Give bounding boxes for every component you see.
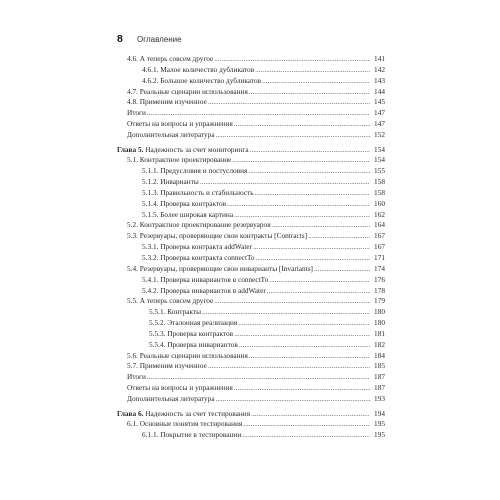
- dot-leader: [234, 383, 370, 394]
- toc-entry-title: [142, 253, 255, 264]
- toc-entry-text: 5.1.4. Проверка контрактов: [142, 198, 227, 208]
- toc-entry-title: [149, 307, 201, 318]
- toc-page-number: 158: [374, 187, 385, 197]
- dot-leader: [249, 87, 370, 98]
- toc-entry-row[interactable]: [117, 430, 385, 441]
- toc-entry-row[interactable]: [117, 155, 385, 166]
- toc-page-number: 176: [374, 274, 385, 284]
- dot-leader: [214, 296, 370, 307]
- toc-entry-text: 5.4.2. Проверка инвариантов в addWater: [142, 285, 266, 295]
- toc-entry-text: 5.3. Резервуары, проверяющие свои контракты [Contracts]: [127, 231, 307, 241]
- toc-entry-title: [127, 130, 215, 141]
- toc-entry-text: Надежность за счет мониторинга: [143, 144, 249, 154]
- toc-entry-title: [127, 87, 248, 98]
- toc-page-number: 155: [374, 166, 385, 176]
- toc-entry-title: [127, 108, 146, 119]
- toc-chapter-row[interactable]: [117, 145, 385, 156]
- toc-entry-row[interactable]: [117, 340, 385, 351]
- toc-page-number: 179: [374, 296, 385, 306]
- dot-leader: [250, 145, 370, 156]
- toc-entry-title: [127, 351, 248, 362]
- toc-entry-title: [142, 430, 241, 441]
- toc-page-number: 164: [374, 220, 385, 230]
- toc-page-number: 194: [374, 408, 385, 418]
- toc-entry-row[interactable]: [117, 372, 385, 383]
- toc-entry-title: [127, 220, 271, 231]
- dot-leader: [227, 199, 370, 210]
- toc-entry-row[interactable]: [117, 97, 385, 108]
- toc-page-number: 141: [374, 54, 385, 63]
- dot-leader: [242, 430, 370, 441]
- toc-entry-row[interactable]: [117, 87, 385, 98]
- dot-leader: [234, 119, 370, 130]
- toc-entry-text: 5.1.3. Правильность и стабильность: [142, 187, 254, 197]
- toc-entry-text: 5.5.2. Эталонная реализация: [149, 318, 238, 328]
- dot-leader: [208, 97, 370, 108]
- toc-page-number: 144: [374, 86, 385, 96]
- toc-entry-row[interactable]: [117, 253, 385, 264]
- running-title: Оглавление: [137, 35, 182, 44]
- chapter-number: Глава 5.: [117, 144, 144, 154]
- dot-leader: [249, 351, 370, 362]
- toc-entry-title: [142, 286, 266, 297]
- toc-entry-title: [117, 145, 249, 156]
- toc-entry-text: 4.6. А теперь совсем другое: [127, 54, 214, 63]
- toc-page-number: 174: [374, 263, 385, 273]
- toc-entry-title: [127, 119, 233, 130]
- toc-entry-text: 5.2. Контрактное проектирование резервуаров: [127, 220, 271, 230]
- toc-entry-title: [127, 264, 313, 275]
- toc-page-number: 154: [374, 144, 385, 154]
- dot-leader: [234, 210, 370, 221]
- toc-entry-row[interactable]: [117, 188, 385, 199]
- toc-entry-title: [149, 340, 238, 351]
- toc-entry-title: [127, 54, 213, 65]
- toc-entry-title: [149, 329, 233, 340]
- page-header: [117, 33, 182, 45]
- toc-entry-text: 5.7. Применим изученное: [127, 361, 207, 371]
- toc-entry-row[interactable]: [117, 275, 385, 286]
- toc-entry-text: Итоги: [127, 108, 146, 118]
- toc-entry-title: [127, 97, 207, 108]
- dot-leader: [248, 166, 370, 177]
- dot-leader: [255, 65, 370, 76]
- toc-page-number: 195: [374, 419, 385, 429]
- dot-leader: [314, 264, 370, 275]
- toc-entry-row[interactable]: [117, 242, 385, 253]
- toc-entry-title: [142, 242, 252, 253]
- toc-page-number: 195: [374, 430, 385, 440]
- dot-leader: [308, 231, 370, 242]
- toc-entry-title: [142, 65, 254, 76]
- toc-entry-text: 4.8. Применим изученное: [127, 97, 207, 107]
- toc-entry-title: [142, 177, 199, 188]
- dot-leader: [216, 394, 370, 405]
- toc-page-number: 158: [374, 177, 385, 187]
- toc-entry-title: [127, 361, 207, 372]
- toc-entry-text: 6.1. Основные понятия тестирования: [127, 419, 243, 429]
- toc-entry-title: [117, 409, 250, 420]
- toc-entry-row[interactable]: [117, 307, 385, 318]
- toc-page-number: 184: [374, 350, 385, 360]
- toc-chapter-row[interactable]: [117, 409, 385, 420]
- toc-page-number: 181: [374, 328, 385, 338]
- toc-entry-text: 6.1.1. Покрытие в тестировании: [142, 430, 242, 440]
- toc-page-number: 147: [374, 119, 385, 129]
- table-of-contents: [117, 54, 385, 441]
- toc-entry-text: 5.1.5. Более широкая картина: [142, 209, 234, 219]
- toc-entry-row[interactable]: [117, 119, 385, 130]
- dot-leader: [147, 372, 370, 383]
- toc-entry-row[interactable]: [117, 108, 385, 119]
- toc-entry-title: [127, 419, 242, 430]
- toc-page-number: 154: [374, 155, 385, 165]
- toc-entry-text: 5.6. Реальные сценарии использования: [127, 350, 248, 360]
- toc-entry-text: 5.5. А теперь совсем другое: [127, 296, 214, 306]
- toc-entry-row[interactable]: [117, 394, 385, 405]
- toc-page-number: 145: [374, 97, 385, 107]
- toc-entry-row[interactable]: [117, 65, 385, 76]
- toc-entry-row[interactable]: [117, 76, 385, 87]
- toc-entry-text: 5.4.1. Проверка инвариантов в connectTo: [142, 274, 269, 284]
- toc-entry-text: 4.6.2. Большое количество дубликатов: [142, 75, 262, 85]
- toc-entry-title: [142, 188, 254, 199]
- dot-leader: [272, 220, 370, 231]
- toc-entry-text: 5.5.1. Контракты: [149, 307, 202, 317]
- dot-leader: [208, 361, 370, 372]
- toc-entry-row[interactable]: [117, 383, 385, 394]
- toc-page-number: 193: [374, 393, 385, 403]
- dot-leader: [243, 419, 370, 430]
- toc-entry-title: [127, 383, 233, 394]
- dot-leader: [200, 177, 370, 188]
- toc-entry-text: 5.3.2. Проверка контракта connectTo: [142, 252, 255, 262]
- toc-entry-text: 5.4. Резервуары, проверяющие свои инварианты [Invariants]: [127, 263, 313, 273]
- toc-entry-text: 5.1.1. Предусловия и постусловия: [142, 166, 248, 176]
- toc-entry-text: 5.5.3. Проверка контрактов: [149, 328, 234, 338]
- dot-leader: [239, 340, 370, 351]
- toc-entry-row[interactable]: [117, 318, 385, 329]
- toc-entry-row[interactable]: [117, 54, 385, 65]
- toc-page-number: 162: [374, 209, 385, 219]
- dot-leader: [255, 188, 370, 199]
- toc-entry-row[interactable]: [117, 220, 385, 231]
- toc-page-number: 152: [374, 129, 385, 139]
- toc-entry-title: [142, 199, 226, 210]
- toc-entry-title: [127, 394, 215, 405]
- dot-leader: [147, 108, 370, 119]
- toc-entry-title: [149, 318, 237, 329]
- toc-entry-text: 4.7. Реальные сценарии использования: [127, 86, 248, 96]
- dot-leader: [256, 253, 370, 264]
- toc-entry-row[interactable]: [117, 419, 385, 430]
- toc-page-number: 185: [374, 361, 385, 371]
- toc-entry-row[interactable]: [117, 329, 385, 340]
- toc-page-number: 142: [374, 64, 385, 74]
- toc-page-number: 187: [374, 372, 385, 382]
- toc-entry-row[interactable]: [117, 264, 385, 275]
- toc-entry-text: 5.1. Контрактное проектирование: [127, 155, 232, 165]
- toc-entry-title: [127, 296, 213, 307]
- toc-page-number: 167: [374, 231, 385, 241]
- dot-leader: [234, 329, 370, 340]
- toc-page-number: 180: [374, 307, 385, 317]
- toc-entry-text: Дополнительная литература: [127, 129, 215, 139]
- dot-leader: [253, 242, 370, 253]
- toc-entry-row[interactable]: [117, 231, 385, 242]
- toc-entry-row[interactable]: [117, 286, 385, 297]
- toc-page-number: 180: [374, 318, 385, 328]
- toc-page-number: 187: [374, 383, 385, 393]
- dot-leader: [262, 76, 370, 87]
- dot-leader: [251, 409, 370, 420]
- toc-entry-row[interactable]: [117, 351, 385, 362]
- dot-leader: [238, 318, 370, 329]
- toc-entry-text: 4.6.1. Малое количество дубликатов: [142, 64, 255, 74]
- toc-entry-row[interactable]: [117, 361, 385, 372]
- toc-entry-title: [142, 210, 233, 221]
- toc-entry-text: Ответы на вопросы и упражнения: [127, 119, 233, 129]
- toc-entry-text: 5.1.2. Инварианты: [142, 177, 199, 187]
- toc-entry-row[interactable]: [117, 177, 385, 188]
- toc-page-number: 178: [374, 285, 385, 295]
- toc-entry-title: [127, 155, 231, 166]
- toc-entry-title: [142, 275, 268, 286]
- toc-entry-title: [142, 76, 261, 87]
- chapter-number: Глава 6.: [117, 408, 144, 418]
- dot-leader: [267, 286, 370, 297]
- toc-entry-title: [142, 166, 247, 177]
- toc-entry-text: 5.5.4. Проверка инвариантов: [149, 339, 238, 349]
- toc-entry-row[interactable]: [117, 210, 385, 221]
- dot-leader: [232, 155, 370, 166]
- toc-entry-title: [127, 231, 307, 242]
- toc-entry-text: Ответы на вопросы и упражнения: [127, 383, 233, 393]
- dot-leader: [202, 307, 370, 318]
- toc-entry-row[interactable]: [117, 166, 385, 177]
- toc-page-number: 143: [374, 75, 385, 85]
- toc-page-number: 182: [374, 339, 385, 349]
- toc-page-number: 160: [374, 198, 385, 208]
- toc-entry-text: Надежность за счет тестирования: [143, 408, 251, 418]
- toc-entry-row[interactable]: [117, 130, 385, 141]
- toc-page-number: 167: [374, 242, 385, 252]
- toc-entry-text: 5.3.1. Проверка контракта addWater: [142, 242, 253, 252]
- dot-leader: [216, 130, 370, 141]
- toc-page-number: 147: [374, 108, 385, 118]
- toc-entry-text: Итоги: [127, 372, 146, 382]
- toc-entry-row[interactable]: [117, 199, 385, 210]
- dot-leader: [214, 54, 370, 65]
- toc-entry-text: Дополнительная литература: [127, 393, 215, 403]
- toc-entry-row[interactable]: [117, 296, 385, 307]
- page-number: 8: [117, 33, 123, 45]
- toc-page-number: 171: [374, 252, 385, 262]
- dot-leader: [269, 275, 370, 286]
- toc-entry-title: [127, 372, 146, 383]
